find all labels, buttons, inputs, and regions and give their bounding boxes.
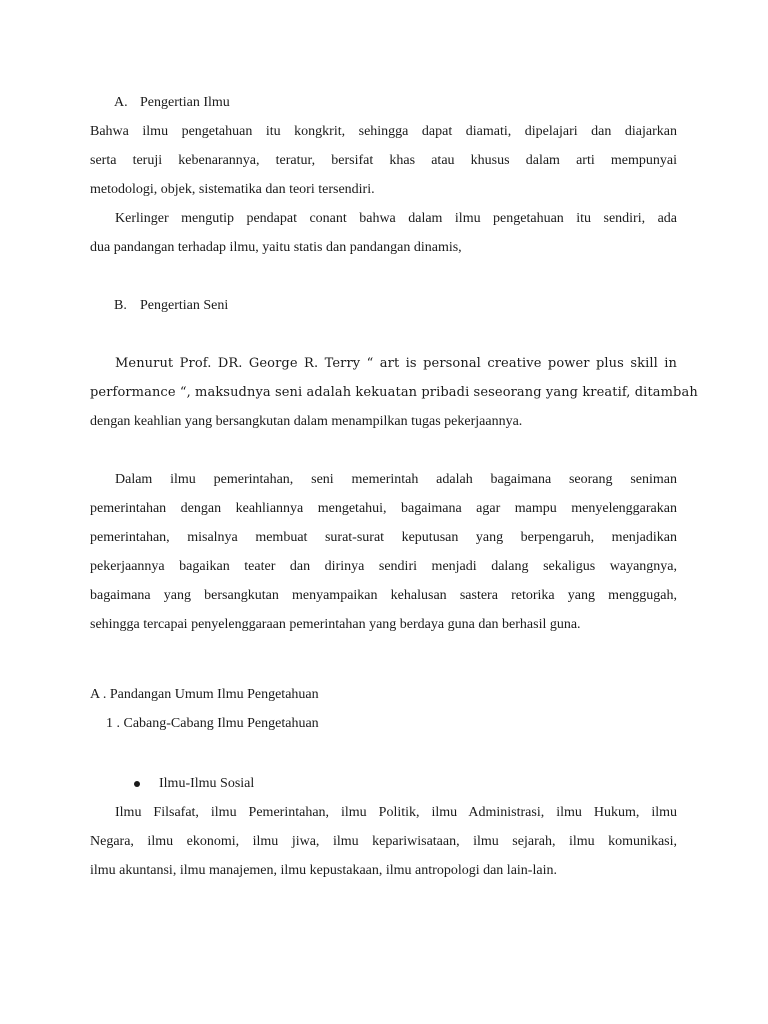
paragraph-line: Menurut Prof. DR. George R. Terry “ art is personal creative power plus skill in xyxy=(115,356,677,371)
section-c-subheading: 1 . Cabang-Cabang Ilmu Pengetahuan xyxy=(106,716,319,731)
section-b-title: Pengertian Seni xyxy=(140,298,229,313)
section-a-title: Pengertian Ilmu xyxy=(140,95,230,110)
paragraph-line: metodologi, objek, sistematika dan teori tersendiri. xyxy=(90,182,375,197)
paragraph-line: bagaimana yang bersangkutan menyampaikan kehalusan sastera retorika yang menggugah, xyxy=(90,588,677,603)
section-b-marker: B. xyxy=(114,298,127,313)
paragraph-line: Ilmu Filsafat, ilmu Pemerintahan, ilmu Politik, ilmu Administrasi, ilmu Hukum, ilmu xyxy=(115,805,677,820)
section-c-heading: A . Pandangan Umum Ilmu Pengetahuan xyxy=(90,687,319,702)
paragraph-line: Dalam ilmu pemerintahan, seni memerintah adalah bagaimana seorang seniman xyxy=(115,472,677,487)
paragraph-line: Negara, ilmu ekonomi, ilmu jiwa, ilmu kepariwisataan, ilmu sejarah, ilmu komunikasi, xyxy=(90,834,677,849)
paragraph-line: dengan keahlian yang bersangkutan dalam menampilkan tugas pekerjaannya. xyxy=(90,414,523,429)
paragraph-line: ilmu akuntansi, ilmu manajemen, ilmu kepustakaan, ilmu antropologi dan lain-lain. xyxy=(90,863,557,878)
paragraph-line: serta teruji kebenarannya, teratur, bersifat khas atau khusus dalam arti mempunyai xyxy=(90,153,677,168)
paragraph-line: pekerjaannya bagaikan teater dan dirinya sendiri menjadi dalang sekaligus wayangnya, xyxy=(90,559,677,574)
bullet-label: Ilmu-Ilmu Sosial xyxy=(159,776,255,791)
paragraph-line: dua pandangan terhadap ilmu, yaitu statis dan pandangan dinamis, xyxy=(90,240,462,255)
section-a-marker: A. xyxy=(114,95,128,110)
paragraph-line: performance “, maksudnya seni adalah kekuatan pribadi seseorang yang kreatif, ditambah xyxy=(90,385,698,400)
section-b-heading xyxy=(114,298,228,314)
paragraph-line: pemerintahan, misalnya membuat surat-surat keputusan yang berpengaruh, menjadikan xyxy=(90,530,677,545)
bullet-icon xyxy=(134,781,140,787)
section-a-heading xyxy=(114,95,230,111)
paragraph-line: Bahwa ilmu pengetahuan itu kongkrit, sehingga dapat diamati, dipelajari dan diajarkan xyxy=(90,124,677,139)
paragraph-line: sehingga tercapai penyelenggaraan pemerintahan yang berdaya guna dan berhasil guna. xyxy=(90,617,581,632)
paragraph-line: pemerintahan dengan keahliannya mengetahui, bagaimana agar mampu menyelenggarakan xyxy=(90,501,677,516)
paragraph-line: Kerlinger mengutip pendapat conant bahwa dalam ilmu pengetahuan itu sendiri, ada xyxy=(115,211,677,226)
